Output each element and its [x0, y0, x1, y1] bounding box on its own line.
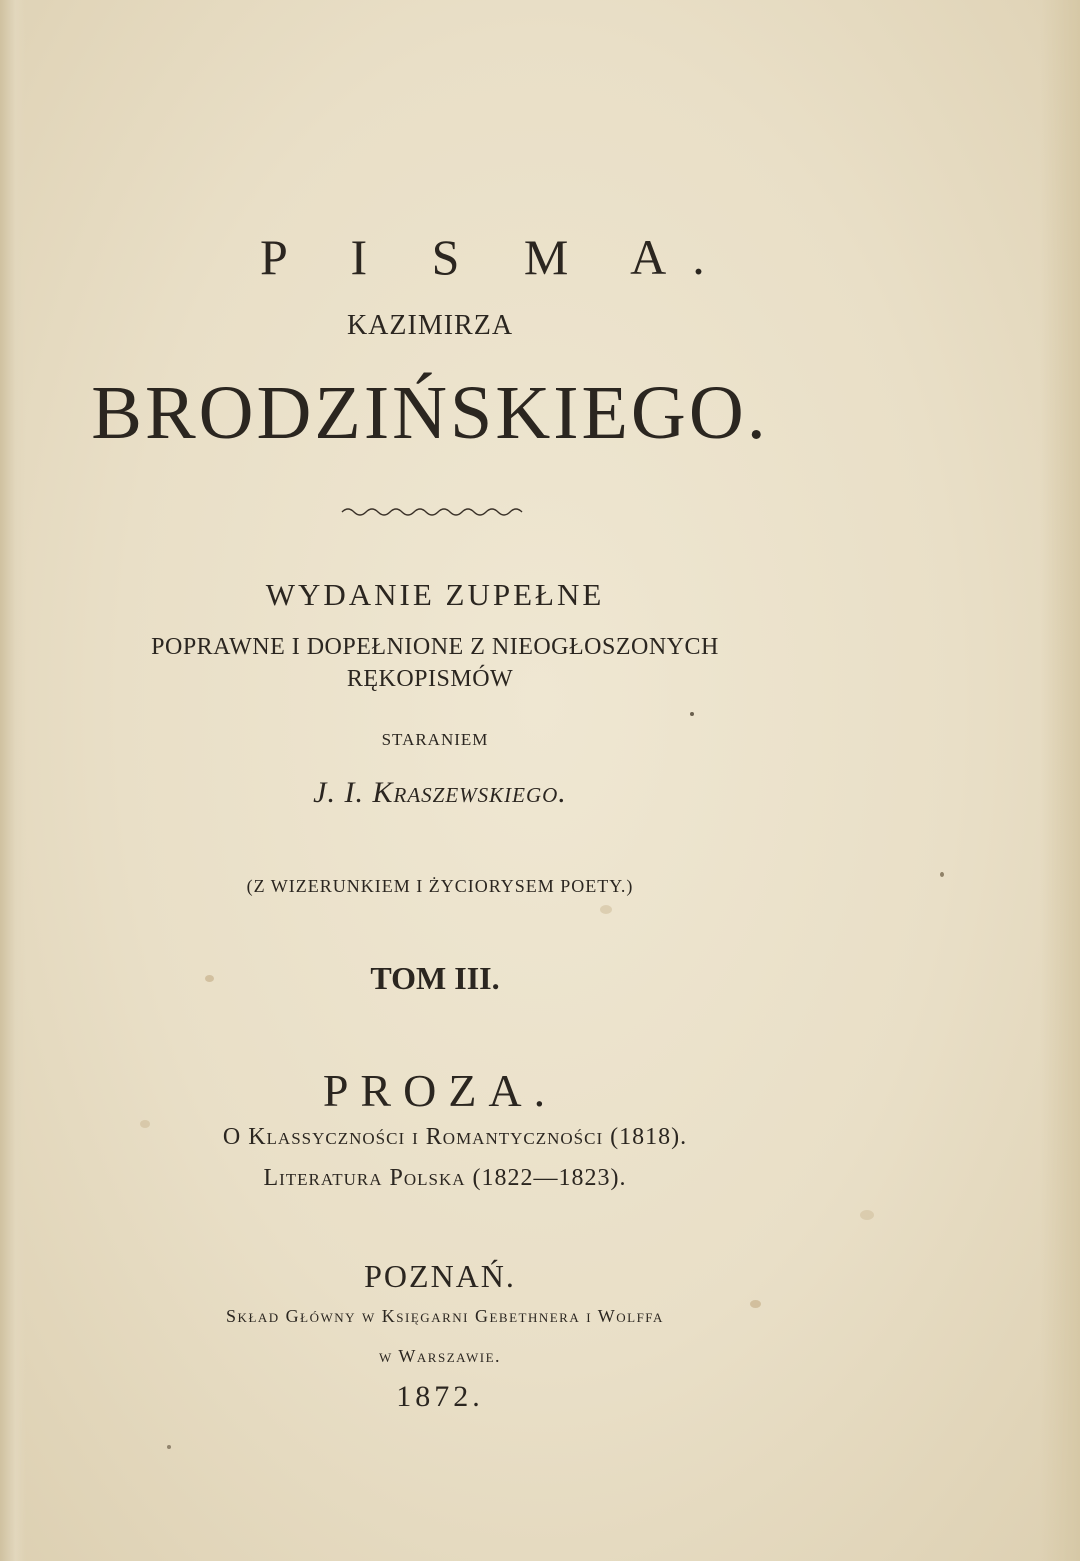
paper-foxing-spot [860, 1210, 874, 1220]
contents-item-1: O Klassyczności i Romantyczności (1818). [222, 1124, 688, 1150]
paper-foxing-spot [205, 975, 214, 982]
paper-foxing-spot [940, 872, 944, 877]
paper-foxing-spot [750, 1300, 761, 1308]
portrait-note: (Z WIZERUNKIEM I ŻYCIORYSEM POETY.) [246, 876, 634, 896]
paper-foxing-spot [167, 1445, 171, 1449]
contents-item-2: Literatura Polska (1822—1823). [263, 1165, 627, 1191]
edition-heading: WYDANIE ZUPEŁNE [265, 577, 605, 612]
paper-foxing-spot [690, 712, 694, 716]
edition-description-line-1: POPRAWNE I DOPEŁNIONE Z NIEOGŁOSZONYCH [151, 634, 719, 660]
section-title: PROZA. [322, 1065, 558, 1116]
publication-place: POZNAŃ. [364, 1258, 516, 1294]
author-first-name: KAZIMIRZA [346, 310, 514, 341]
collection-title: P I S M A. [260, 229, 731, 285]
publisher-line: Skład Główny w Księgarni Gebethnera i Wolffa [226, 1306, 664, 1326]
editor-label: STARANIEM [381, 730, 489, 749]
wavy-rule-ornament [340, 500, 530, 520]
paper-foxing-spot [600, 905, 612, 914]
paper-foxing-spot [140, 1120, 150, 1128]
volume-number: TOM III. [370, 960, 500, 996]
editor-name: J. I. Kraszewskiego. [313, 776, 567, 809]
publisher-city: w Warszawie. [378, 1346, 502, 1366]
publication-year: 1872. [396, 1380, 484, 1413]
author-last-name: BRODZIŃSKIEGO. [91, 371, 769, 455]
edition-description-line-2: RĘKOPISMÓW [346, 666, 514, 692]
